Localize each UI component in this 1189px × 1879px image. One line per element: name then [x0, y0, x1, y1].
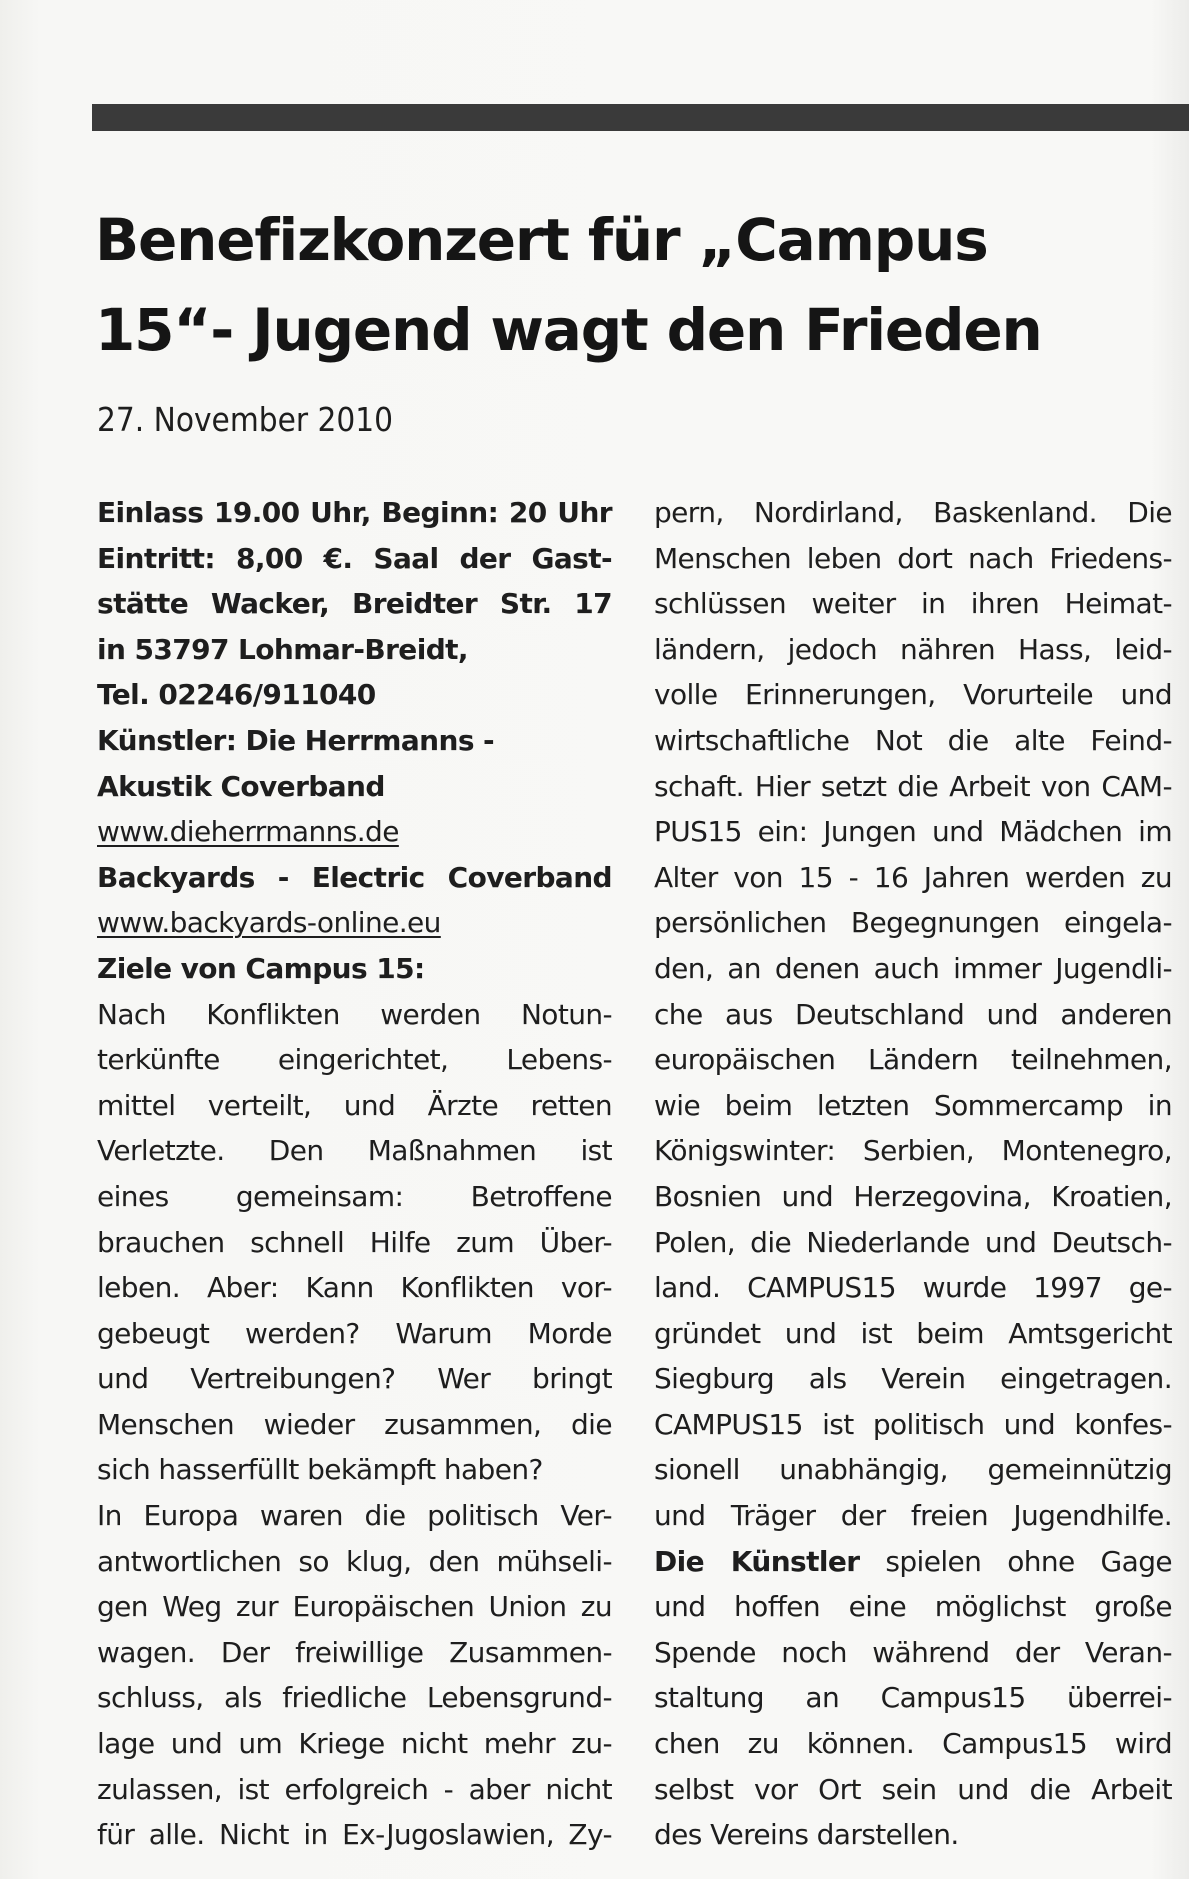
body-line: persönlichen Begegnungen eingela-: [654, 906, 1172, 940]
body-line: europäischen Ländern teilnehmen,: [654, 1043, 1172, 1077]
body-line: land. CAMPUS15 wurde 1997 ge-: [654, 1271, 1172, 1305]
body-line: volle Erinnerungen, Vorurteile und: [654, 678, 1172, 712]
body-line: selbst vor Ort sein und die Arbeit: [654, 1772, 1172, 1806]
info-line: Akustik Coverband: [97, 769, 385, 803]
body-line: PUS15 ein: Jungen und Mädchen im: [654, 815, 1172, 849]
website-link[interactable]: www.backyards-online.eu: [97, 906, 441, 940]
body-line: In Europa waren die politisch Ver-: [97, 1499, 612, 1533]
body-line: [654, 1539, 1172, 1585]
body-line: staltung an Campus15 überrei-: [654, 1681, 1172, 1715]
body-line: ländern, jedoch nähren Hass, leid-: [654, 632, 1172, 666]
info-line: Künstler: Die Herrmanns -: [97, 723, 495, 757]
body-line: che aus Deutschland und anderen: [654, 997, 1172, 1031]
article-headline: [95, 195, 1175, 375]
body-line: und Vertreibungen? Wer bringt: [97, 1362, 612, 1396]
info-line: stätte Wacker, Breidter Str. 17: [97, 587, 612, 621]
info-line: Tel. 02246/911040: [97, 678, 376, 712]
body-line: eines gemeinsam: Betroffene: [97, 1179, 612, 1213]
body-line: des Vereins darstellen.: [654, 1818, 959, 1852]
body-line: Spende noch während der Veran-: [654, 1635, 1172, 1669]
line-rest: spielen ohne Gage: [859, 1544, 1172, 1578]
body-line: Polen, die Niederlande und Deutsch-: [654, 1225, 1172, 1259]
body-line: Menschen wieder zusammen, die: [97, 1407, 612, 1441]
info-line: in 53797 Lohmar-Breidt,: [97, 632, 468, 666]
info-line: Einlass 19.00 Uhr, Beginn: 20 Uhr: [97, 496, 612, 529]
body-line: schlüssen weiter in ihren Heimat-: [654, 587, 1172, 621]
body-line: mittel verteilt, und Ärzte retten: [97, 1088, 612, 1122]
article-date: 27. November 2010: [97, 400, 394, 439]
body-line: Königswinter: Serbien, Montenegro,: [654, 1134, 1172, 1168]
website-link[interactable]: www.dieherrmanns.de: [97, 815, 399, 849]
body-line: gebeugt werden? Warum Morde: [97, 1316, 612, 1350]
body-line: gründet und ist beim Amtsgericht: [654, 1316, 1172, 1350]
body-line: Menschen leben dort nach Friedens-: [654, 541, 1172, 575]
body-line: wie beim letzten Sommercamp in: [654, 1088, 1172, 1122]
body-line: Bosnien und Herzegovina, Kroatien,: [654, 1179, 1172, 1213]
body-line: lage und um Kriege nicht mehr zu-: [97, 1727, 612, 1761]
body-line: wagen. Der freiwillige Zusammen-: [97, 1635, 612, 1669]
body-line: sionell unabhängig, gemeinnützig: [654, 1453, 1172, 1487]
info-line: Ziele von Campus 15:: [97, 951, 425, 985]
body-line: schaft. Hier setzt die Arbeit von CAM-: [654, 769, 1172, 803]
headline-line-1: Benefizkonzert für „Campus: [95, 206, 988, 274]
body-line: sich hasserfüllt bekämpft haben?: [97, 1453, 543, 1487]
body-line: den, an denen auch immer Jugendli-: [654, 951, 1172, 985]
bold-lead: Die Künstler: [654, 1544, 860, 1578]
body-line: zulassen, ist erfolgreich - aber nicht: [97, 1772, 612, 1806]
info-line: Backyards - Electric Coverband: [97, 860, 612, 894]
body-line: und Träger der freien Jugendhilfe.: [654, 1499, 1172, 1533]
body-line: und hoffen eine möglichst große: [654, 1590, 1172, 1624]
top-rule: [92, 104, 1189, 131]
body-line: pern, Nordirland, Baskenland. Die: [654, 496, 1172, 529]
left-column: [97, 490, 612, 1858]
body-line: schluss, als friedliche Lebensgrund-: [97, 1681, 612, 1715]
right-column: [654, 490, 1172, 1858]
body-line: Alter von 15 - 16 Jahren werden zu: [654, 860, 1172, 894]
headline-line-2: 15“- Jugend wagt den Frieden: [95, 296, 1042, 364]
body-line: gen Weg zur Europäischen Union zu: [97, 1590, 612, 1624]
body-line: CAMPUS15 ist politisch und konfes-: [654, 1407, 1172, 1441]
body-line: wirtschaftliche Not die alte Feind-: [654, 723, 1172, 757]
body-line: Verletzte. Den Maßnahmen ist: [97, 1134, 612, 1168]
body-line: Nach Konflikten werden Notun-: [97, 997, 612, 1031]
body-line: terkünfte eingerichtet, Lebens-: [97, 1043, 612, 1077]
body-line: brauchen schnell Hilfe zum Über-: [97, 1225, 612, 1259]
info-line: Eintritt: 8,00 €. Saal der Gast-: [97, 541, 612, 575]
body-line: leben. Aber: Kann Konflikten vor-: [97, 1271, 612, 1305]
body-line: Siegburg als Verein eingetragen.: [654, 1362, 1172, 1396]
body-line: antwortlichen so klug, den mühseli-: [97, 1544, 612, 1578]
body-line: chen zu können. Campus15 wird: [654, 1727, 1172, 1761]
body-line: für alle. Nicht in Ex-Jugoslawien, Zy-: [97, 1818, 612, 1852]
